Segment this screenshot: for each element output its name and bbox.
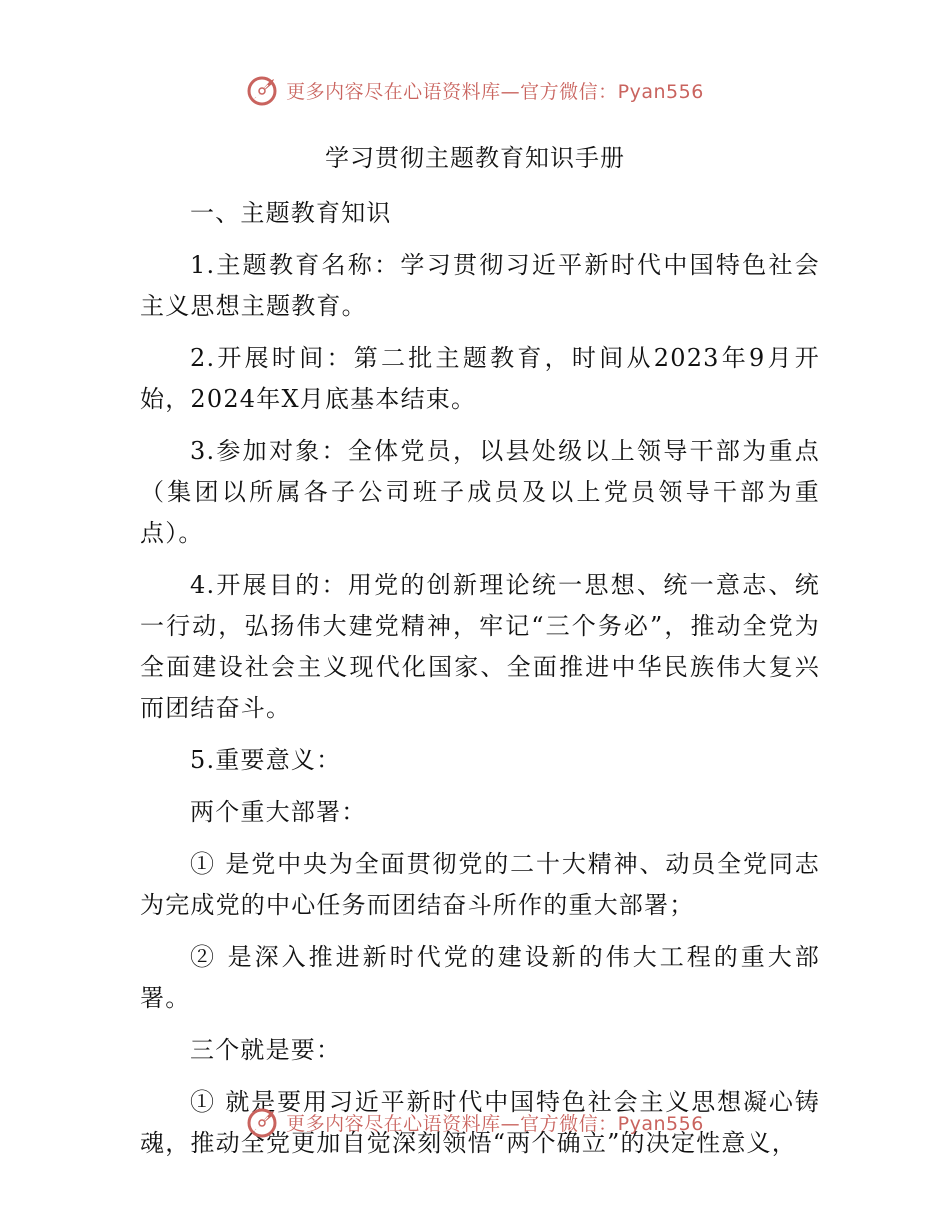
section-heading: 一、主题教育知识 <box>190 199 392 227</box>
footer-banner <box>0 1102 950 1142</box>
footer-banner-text: 更多内容尽在心语资料库—官方微信：Pyan556 <box>286 1112 704 1135</box>
paragraph-purpose: 4.开展目的：用党的创新理论统一思想、统一意志、统一行动，弘扬伟大建党精神，牢记“三个务必”，推动全党为全面建设社会主义现代化国家、全面推进中华民族伟大复兴而团结奋斗。 <box>140 571 820 722</box>
paragraph-deployment-1: ① 是党中央为全面贯彻党的二十大精神、动员全党同志为完成党的中心任务而团结奋斗所作的重大部署； <box>140 850 820 919</box>
paragraph-three-musts: 三个就是要： <box>190 1036 342 1064</box>
paragraph-education-name: 1.主题教育名称：学习贯彻习近平新时代中国特色社会主义思想主题教育。 <box>140 251 820 320</box>
quill-pen-circle-logo-icon <box>246 73 280 107</box>
paragraph-must-1: ① 就是要用习近平新时代中国特色社会主义思想凝心铸魂，推动全党更加自觉深刻领悟“两个确立”的决定性意义， <box>140 1088 820 1157</box>
quill-pen-circle-logo-icon <box>246 1105 280 1139</box>
header-banner <box>0 70 950 110</box>
paragraph-participants: 3.参加对象：全体党员，以县处级以上领导干部为重点（集团以所属各子公司班子成员及以上党员领导干部为重点）。 <box>140 437 820 547</box>
paragraph-significance: 5.重要意义： <box>190 746 342 774</box>
paragraph-deployment-2: ② 是深入推进新时代党的建设新的伟大工程的重大部署。 <box>140 943 820 1012</box>
header-banner-content <box>246 73 704 107</box>
document-title: 学习贯彻主题教育知识手册 <box>325 144 625 172</box>
footer-banner-content <box>246 1105 704 1139</box>
paragraph-time: 2.开展时间：第二批主题教育，时间从2023年9月开始，2024年X月底基本结束。 <box>140 344 820 413</box>
header-banner-text: 更多内容尽在心语资料库—官方微信：Pyan556 <box>286 80 704 103</box>
document-body <box>140 193 820 1175</box>
paragraph-two-deployments: 两个重大部署： <box>190 798 367 826</box>
